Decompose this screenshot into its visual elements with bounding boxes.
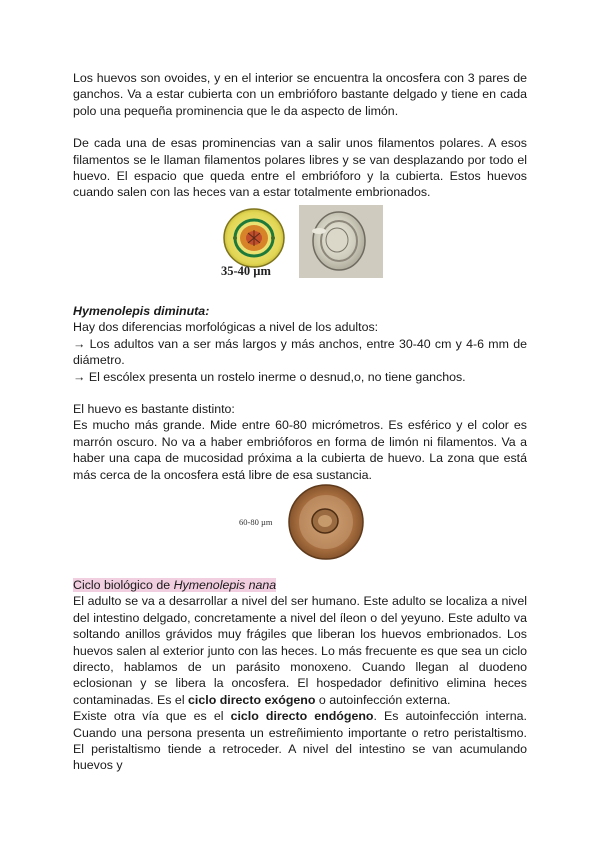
ciclo-p2-bold: ciclo directo endógeno [230, 709, 374, 724]
diminuta-egg-intro: El huevo es bastante distinto: [73, 402, 235, 417]
ciclo-p1-text: El adulto se va a desarrollar a nivel del ser humano. Este adulto se localiza a nivel del intestino delgado, concretamente a nivel del íleon o del yeyuno. Este adulto va soltando anillos grávidos muy frágiles que liberan los huevos embrionados. Los huevos salen al exterior junto con las heces. Lo más frecuente es que sea un ciclo directo, hablamos de un parásito monoxeno. Cuando llegan al duodeno eclosionan y se libera la oncosfera. El hospedador definitivo elimina heces contaminadas. Es el [73, 594, 527, 707]
nana-egg-figure [215, 205, 385, 280]
body-text-diminuta [73, 303, 527, 483]
diminuta-bullet-1: → Los adultos van a ser más largos y más anchos, entre 30-40 cm y 4-6 mm de diámetro. [73, 336, 527, 368]
diminuta-bullet-2: → El escólex presenta un rostelo inerme o desnud,o, no tiene ganchos. [73, 369, 466, 384]
egg-micrograph [299, 205, 383, 278]
ciclo-p1-end: o autoinfección externa. [315, 692, 451, 707]
diminuta-egg-figure [235, 482, 375, 562]
ciclo-heading-highlight [73, 578, 276, 592]
diminuta-egg-text: Es mucho más grande. Mide entre 60-80 micrómetros. Es esférico y el color es marrón oscuro. No va a haber embrióforos en forma de limón ni filamentos. Va a haber una capa de mucosidad próxima a la cubierta de huevo. La zona que está más cerca de la oncosfera está libre de esa sustancia. [73, 418, 527, 482]
ciclo-heading-species: Hymenolepis nana [173, 578, 277, 592]
paragraph-egg-description: Los huevos son ovoides, y en el interior se encuentra la oncosfera con 3 pares de ganchos. Va a estar cubierta con un embrióforo bastante delgado y tiene en cada polo una pequeña prominencia que le da aspecto de limón. [73, 71, 527, 118]
diminuta-title: Hymenolepis diminuta: [73, 304, 210, 318]
ciclo-p2-end: . Es autoinfección interna. Cuando una persona presenta un estreñimiento importante o retro peristaltismo. El peristaltismo tiende a retroceder. A nivel del intestino se van acumulando huevos y [73, 709, 527, 773]
body-text-ciclo [73, 577, 527, 774]
ciclo-p1-bold: ciclo directo exógeno [188, 692, 316, 707]
ciclo-heading [73, 577, 527, 593]
diminuta-intro: Hay dos diferencias morfológicas a nivel de los adultos: [73, 320, 379, 335]
nana-egg-size-label: 35-40 µm [221, 264, 271, 278]
diminuta-egg-size-label: 60-80 µm [239, 517, 273, 527]
ciclo-heading-prefix: Ciclo biológico de [73, 578, 174, 592]
ciclo-paragraph-1 [73, 593, 527, 708]
diminuta-egg-micrograph [289, 485, 363, 559]
body-text-top [73, 70, 527, 201]
egg-diagram-illustration [224, 209, 284, 267]
paragraph-polar-filaments: De cada una de esas prominencias van a salir unos filamentos polares. A esos filamentos se le llaman filamentos polares libres y se van desplazando por todo el huevo. El espacio que queda entre el embrióforo y la cubierta. Estos huevos cuando salen con las heces van a estar totalmente embrionados. [73, 136, 527, 200]
ciclo-p2-text: Existe otra vía que es el [73, 709, 231, 724]
ciclo-paragraph-2 [73, 708, 527, 774]
